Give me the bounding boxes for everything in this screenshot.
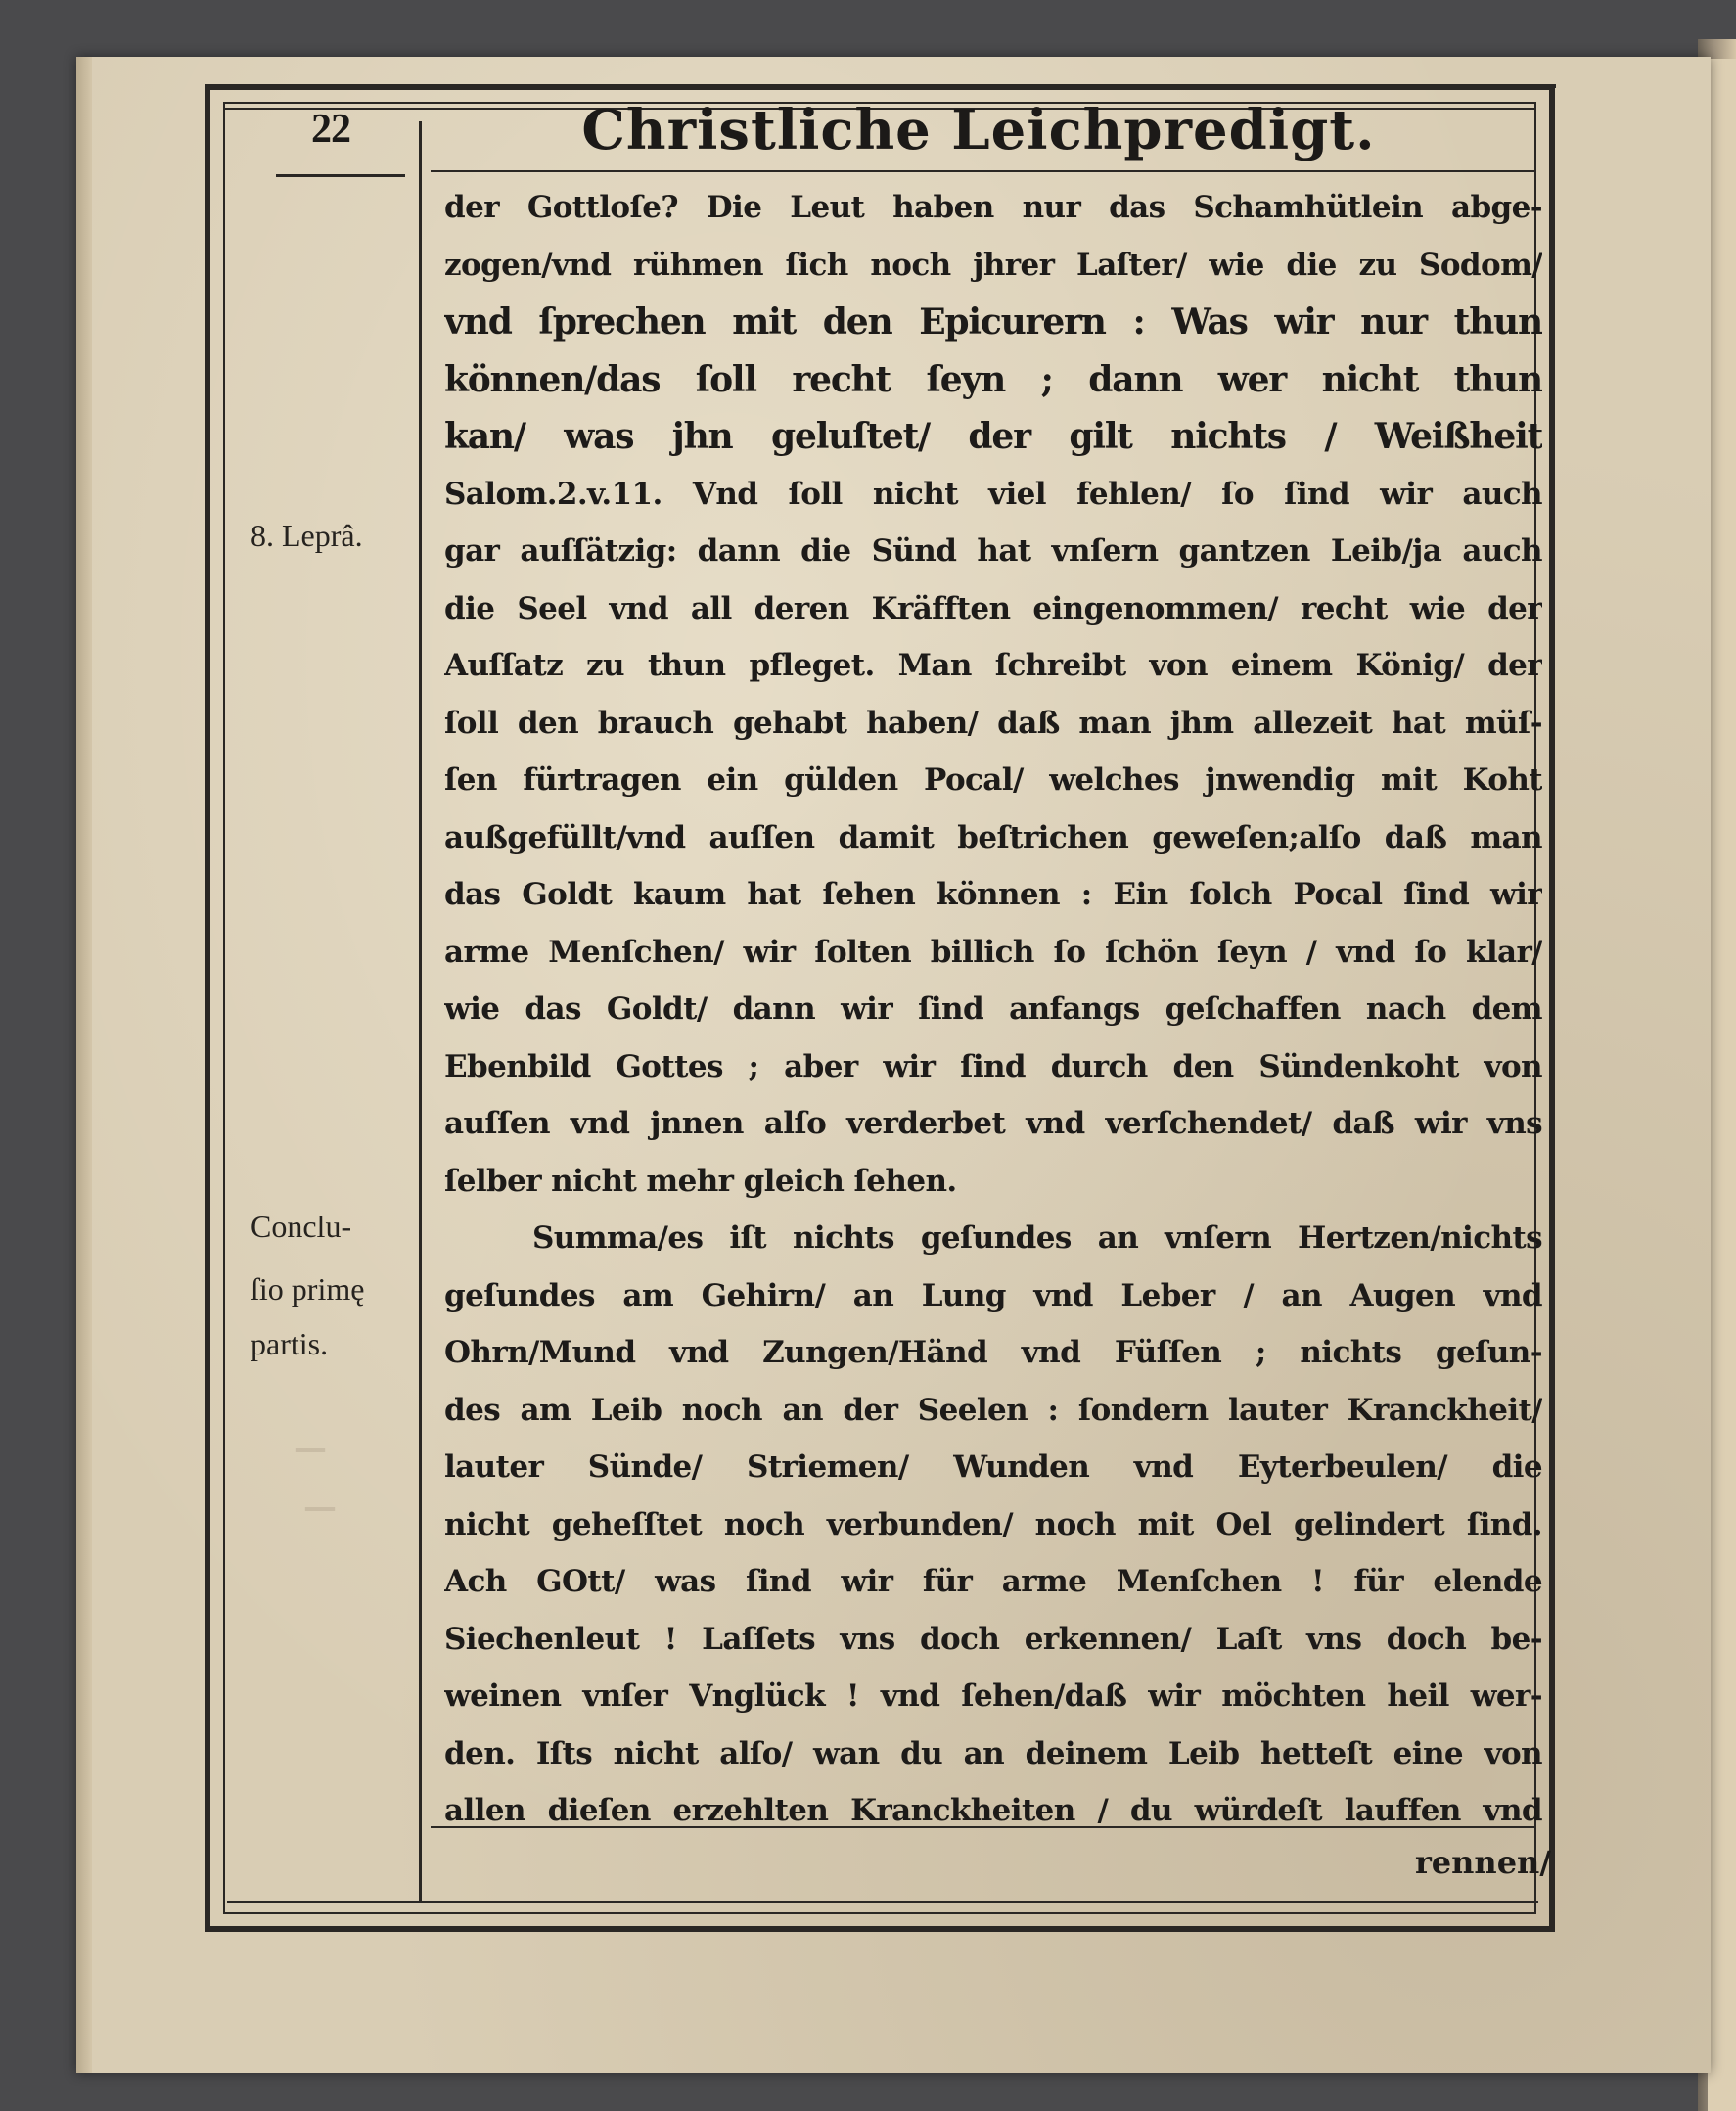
text-line: gar auſſätzig: dann die Sünd hat vnſern gantzen Leib/ja auch [444,533,1542,569]
page-number-rule [276,174,405,177]
text-line: geſundes am Gehirn/ an Lung vnd Leber / an Augen vnd [444,1277,1542,1313]
text-line: ſoll den brauch gehabt haben/ daß man jhm allezeit hat müſ- [444,705,1542,741]
page-edge [76,57,92,2073]
margin-note-conclusio-line-2: ſio primę [251,1271,365,1307]
margin-note-conclusio-line-1: Conclu- [251,1209,352,1244]
show-through-text: — [303,1488,337,1527]
show-through-text: — [294,1429,327,1468]
running-head: Christliche Leichpredigt. [581,98,1376,162]
text-line: können/das ſoll recht ſeyn ; dann wer nicht thun [444,358,1542,400]
text-line: nicht geheſſtet noch verbunden/ noch mit Oel gelindert ſind. [444,1506,1542,1542]
text-line: die Seel vnd all deren Kräfften eingenommen/ recht wie der [444,590,1542,626]
margin-note-conclusio-line-3: partis. [251,1326,329,1361]
margin-column-rule [419,121,422,1901]
margin-note-lepra: 8. Leprâ. [251,518,363,553]
text-line: allen dieſen erzehlten Kranckheiten / du würdeſt lauffen vnd [444,1793,1542,1828]
text-line: ſen fürtragen ein gülden Pocal/ welches jnwendig mit Koht [444,762,1542,798]
text-line: Ach GOtt/ was ſind wir für arme Menſchen ! für elende [444,1564,1542,1599]
text-line: weinen vnſer Vnglück ! vnd ſehen/daß wir möchten heil wer- [444,1678,1542,1714]
text-line: auſſen vnd jnnen alſo verderbet vnd verſchendet/ daß wir vns [444,1106,1542,1141]
text-line: Ebenbild Gottes ; aber wir ſind durch den Sündenkoht von [444,1048,1542,1084]
text-line: Ohrn/Mund vnd Zungen/Händ vnd Füſſen ; nichts geſun- [444,1335,1542,1370]
catchword: rennen/ [1414,1844,1551,1881]
text-line: arme Menſchen/ wir ſolten billich ſo ſchön ſeyn / vnd ſo klar/ [444,934,1542,970]
text-line: lauter Sünde/ Striemen/ Wunden vnd Eyterbeulen/ die [444,1449,1542,1485]
text-line: kan/ was jhn geluſtet/ der gilt nichts / Weißheit [444,416,1542,457]
header-rule [431,170,1536,172]
text-line: des am Leib noch an der Seelen : ſondern lauter Kranckheit/ [444,1392,1542,1428]
text-line: vnd ſprechen mit den Epicurern : Was wir nur thun [444,301,1542,343]
text-line: außgefüllt/vnd auſſen damit beſtrichen geweſen;alſo daß man [444,819,1542,855]
sermon-text [444,179,1542,1840]
text-line: Auſſatz zu thun pfleget. Man ſchreibt von einem König/ der [444,648,1542,683]
text-line: das Goldt kaum hat ſehen können : Ein ſolch Pocal ſind wir [444,877,1542,912]
top-rule [225,84,1556,88]
page-number: 22 [311,107,350,152]
text-line: Summa/es iſt nichts geſundes an vnſern Hertzen/nichts [532,1220,1542,1256]
text-line: Siechenleut ! Laſſets vns doch erkennen/ Laſt vns doch be- [444,1621,1542,1657]
text-line: der Gottloſe? Die Leut haben nur das Schamhütlein abge- [444,190,1542,225]
text-line: Salom.2.v.11. Vnd ſoll nicht viel fehlen/ ſo ſind wir auch [444,476,1542,512]
text-line: wie das Goldt/ dann wir ſind anfangs geſchaffen nach dem [444,991,1542,1027]
text-line: zogen/vnd rühmen ſich noch jhrer Laſter/ wie die zu Sodom/ [444,247,1542,283]
text-line: ſelber nicht mehr gleich ſehen. [444,1163,957,1199]
facing-page-edge [1708,59,1736,2111]
bottom-inner-rule [227,1901,1538,1903]
text-line: den. Iſts nicht alſo/ wan du an deinem Leib hetteſt eine von [444,1735,1542,1771]
